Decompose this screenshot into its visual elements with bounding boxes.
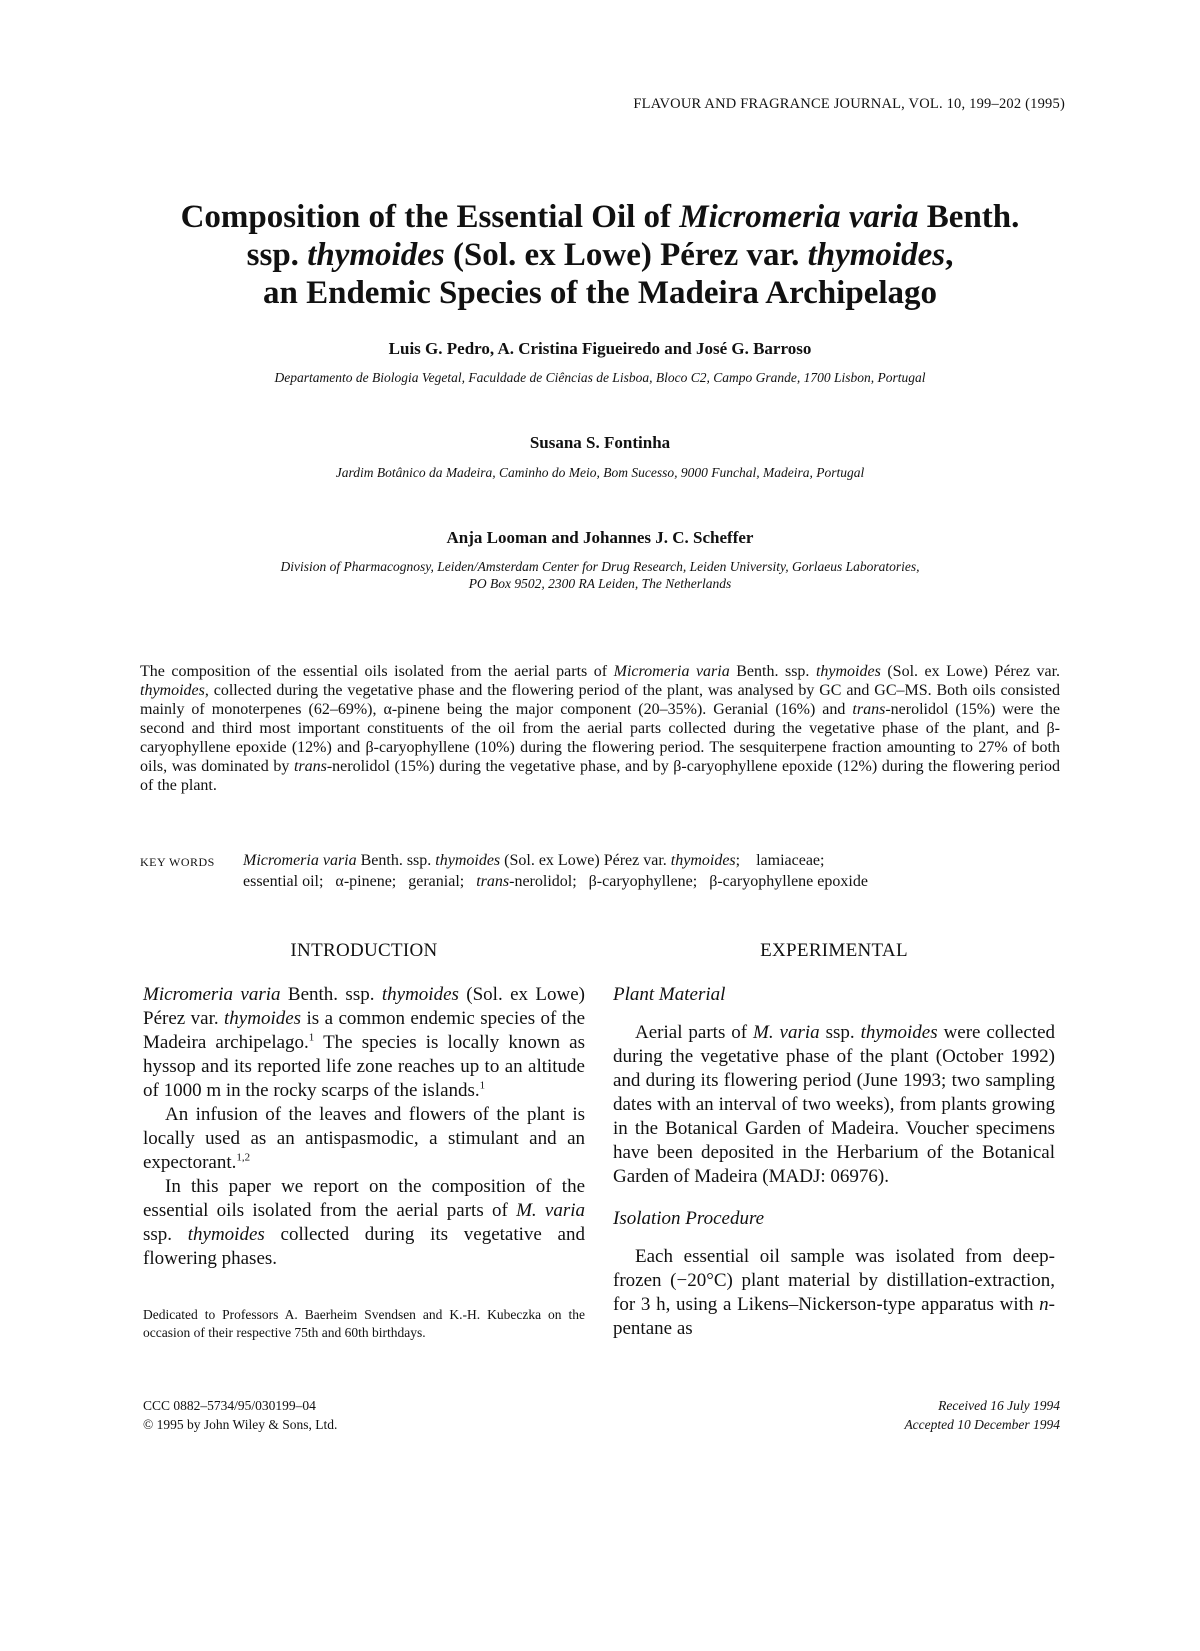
footer-dates [780,1396,1060,1434]
subheading-plant-material: Plant Material [613,984,726,1005]
title-text: , [945,237,954,273]
intro-paragraph-3: In this paper we report on the composition of the essential oils isolated from the aerial parts of M. varia ssp. thymoides collected during its vegetative and flowering phases. [143,1176,585,1269]
section-heading-introduction: INTRODUCTION [290,940,438,961]
footer-publisher [143,1396,337,1434]
citation-ref: 1 [479,1079,486,1092]
subheading-isolation-procedure: Isolation Procedure [613,1208,765,1229]
title-text: Benth. [918,199,1020,235]
intro-paragraph-2: An infusion of the leaves and flowers of the plant is locally used as an antispasmodic, a stimulant and an expectorant.$^{1,2}$ [143,1104,585,1173]
keywords-label: KEY WORDS [140,855,215,869]
introduction-section [143,939,585,1271]
experimental-paragraph-1: Aerial parts of M. varia ssp. thymoides were collected during the vegetative phase of the plant (October 1992) and during its flowering period (June 1993; two sampling dates with an interval of two weeks), from plants growing in the Botanical Garden of Madeira. Voucher specimens have been deposited in the Herbarium of the Botanical Garden of Madeira (MADJ: 06976). [613,1022,1055,1187]
paper-title [120,198,1080,312]
intro-paragraph-1: Micromeria varia Benth. ssp. thymoides (Sol. ex Lowe) Pérez var. thymoides is a common endemic species of the Madeira archipelago.$^1$ The species is locally known as hyssop and its reported life zone reaches up to an altitude of 1000 m in the rocky scarps of the islands.$^1$ [143,984,585,1101]
abstract: The composition of the essential oils isolated from the aerial parts of Micromeria varia Benth. ssp. thymoides (Sol. ex Lowe) Pérez var. thymoides, collected during the vegetative phase and the flowering period of the plant, was analysed by GC and GC–MS. Both oils consisted mainly of monoterpenes (62–69%), α-pinene being the major component (20–35%). Geranial (16%) and trans-nerolidol (15%) were the second and third most important constituents of the oil from the aerial parts collected during the vegetative phase of the plant, and β-caryophyllene epoxide (12%) and β-caryophyllene (10%) during the flowering period. The sesquiterpene fraction amounting to 27% of both oils, was dominated by trans-nerolidol (15%) during the vegetative phase, and by β-caryophyllene epoxide (12%) during the flowering period of the plant. [140,663,1061,794]
author-group-3: Anja Looman and Johannes J. C. Scheffer [446,528,754,547]
journal-header: FLAVOUR AND FRAGRANCE JOURNAL, VOL. 10, 199–202 (1995) [633,96,1065,112]
title-text: ssp. [246,237,308,273]
keywords-line-2: essential oil; α-pinene; geranial; trans-nerolidol; β-caryophyllene; β-caryophyllene epoxide [243,873,868,890]
ccc-code: CCC 0882–5734/95/030199–04 [143,1398,316,1413]
author-group-1: Luis G. Pedro, A. Cristina Figueiredo and José G. Barroso [388,339,812,358]
affiliation-line: PO Box 9502, 2300 RA Leiden, The Netherlands [468,576,732,591]
citation-ref: 1,2 [236,1151,251,1164]
citation-ref: 1 [308,1031,315,1044]
accepted-date: Accepted 10 December 1994 [904,1417,1060,1432]
title-text: Composition of the Essential Oil of [180,199,680,235]
experimental-paragraph-2: Each essential oil sample was isolated from deep-frozen (−20°C) plant material by distillation-extraction, for 3 h, using a Likens–Nickerson-type apparatus with n-pentane as [613,1246,1055,1339]
keywords [243,850,1060,892]
affiliation-1: Departamento de Biologia Vegetal, Faculdade de Ciências de Lisboa, Bloco C2, Campo Grande, 1700 Lisbon, Portugal [274,370,926,385]
affiliation-line: Division of Pharmacognosy, Leiden/Amsterdam Center for Drug Research, Leiden University, Gorlaeus Laboratories, [280,559,920,574]
section-heading-experimental: EXPERIMENTAL [760,940,908,961]
title-italic: thymoides [807,237,946,273]
received-date: Received 16 July 1994 [938,1398,1060,1413]
affiliation-3 [140,558,1060,592]
copyright-line: © 1995 by John Wiley & Sons, Ltd. [143,1417,338,1432]
keywords-line-1: Micromeria varia Benth. ssp. thymoides (Sol. ex Lowe) Pérez var. thymoides; lamiaceae; [243,852,825,869]
title-text: an Endemic Species of the Madeira Archipelago [262,275,938,311]
author-group-2: Susana S. Fontinha [529,433,671,452]
title-text: (Sol. ex Lowe) Pérez var. [444,237,808,273]
title-italic: thymoides [307,237,445,273]
experimental-section [613,939,1055,1341]
dedication-note: Dedicated to Professors A. Baerheim Svendsen and K.-H. Kubeczka on the occasion of their respective 75th and 60th birthdays. [143,1307,585,1340]
title-italic: Micromeria varia [679,199,919,235]
affiliation-2: Jardim Botânico da Madeira, Caminho do Meio, Bom Sucesso, 9000 Funchal, Madeira, Portugal [335,465,865,480]
